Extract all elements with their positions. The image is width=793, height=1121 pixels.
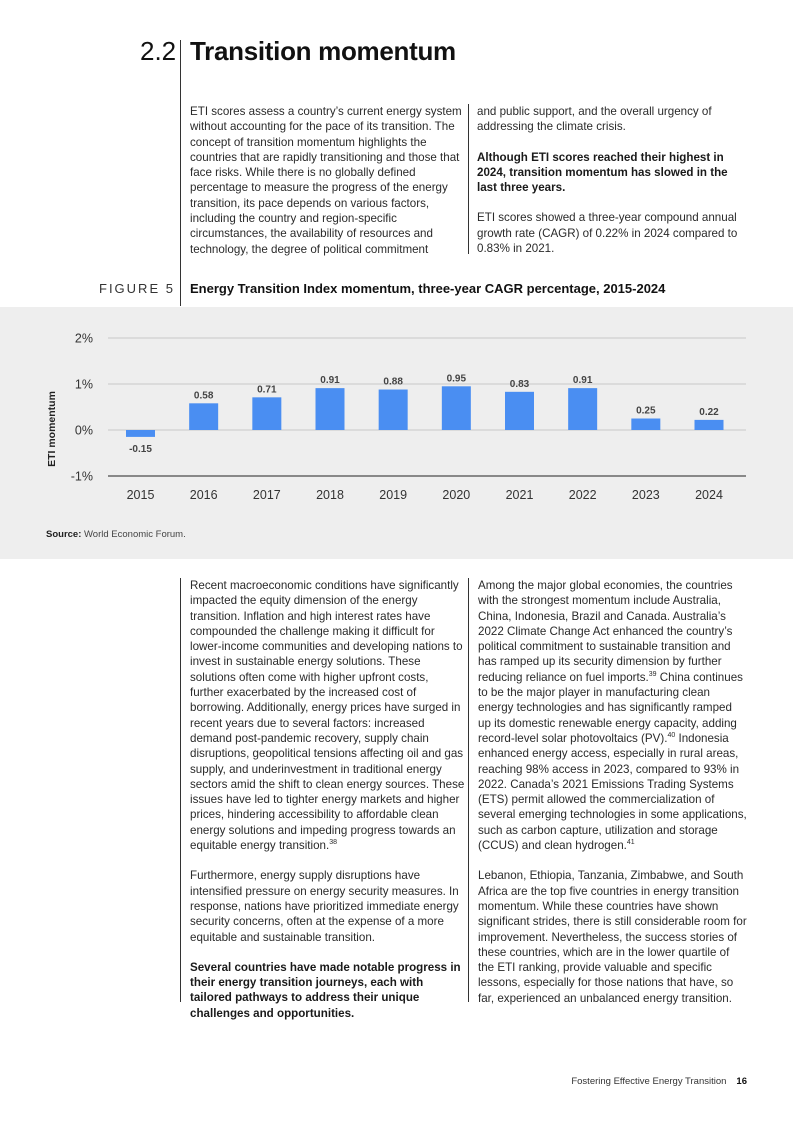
footnote-ref: 38 bbox=[329, 839, 338, 847]
bar bbox=[379, 390, 408, 430]
lower-right-paragraph-1 bbox=[478, 578, 748, 853]
bar-value-label: 0.91 bbox=[320, 375, 340, 387]
bar-value-label: 0.25 bbox=[636, 405, 656, 417]
chart-source bbox=[46, 529, 186, 540]
x-tick-label: 2022 bbox=[568, 488, 597, 502]
x-tick-label: 2024 bbox=[695, 488, 723, 502]
x-tick-label: 2015 bbox=[126, 488, 155, 502]
bar-value-label: 0.22 bbox=[699, 406, 719, 418]
footnote-ref: 39 bbox=[648, 670, 657, 678]
footer-report-title: Fostering Effective Energy Transition bbox=[571, 1076, 727, 1087]
intro-right-paragraph-1: and public support, and the overall urgency of addressing the climate crisis. bbox=[477, 105, 712, 134]
bar-value-label: -0.15 bbox=[129, 443, 152, 455]
page-number: 16 bbox=[736, 1076, 747, 1087]
x-tick-label: 2019 bbox=[379, 488, 408, 502]
y-tick-label: 2% bbox=[74, 331, 93, 346]
bar bbox=[568, 388, 597, 430]
y-axis-label: ETI momentum bbox=[46, 391, 58, 467]
x-tick-label: 2016 bbox=[189, 488, 218, 502]
bar-value-label: 0.91 bbox=[572, 375, 593, 387]
bar-value-label: 0.58 bbox=[193, 390, 214, 402]
lower-right-paragraph-2: Lebanon, Ethiopia, Tanzania, Zimbabwe, and South Africa are the top five countries in energy transition momentum. While these countries have shown significant strides, there is still considerable room for improvement. Nevertheless, the success stories of these countries, which are in the lower quartile of the ETI ranking, provide valuable and specific lessons, especially for those nations that have, so far, experienced an unbalanced energy transition. bbox=[478, 869, 747, 1005]
lower-column-divider bbox=[468, 578, 469, 1002]
source-text: World Economic Forum. bbox=[84, 529, 186, 540]
bar bbox=[126, 430, 155, 437]
footnote-ref: 40 bbox=[667, 732, 676, 740]
intro-left-paragraph: ETI scores assess a country’s current energy system without accounting for the pace of its transition. The concept of transition momentum highlights the countries that are rapidly transitioning and those that face risks. While there is no globally defined percentage to measure the progress of the energy transition, its pace depends on various factors, including the country and region-specific circumstances, the availability of resources and technology, the degree of political commitment bbox=[190, 105, 462, 256]
lower-right-p1-text-a: Among the major global economies, the countries with the strongest momentum include Australia, China, Indonesia, Brazil and Canada. Australia’s 2022 Climate Change Act enhanced the country’s political commitment to sustainable transition and has ramped up its security dimension by further reducing reliance on fuel imports. bbox=[478, 579, 733, 684]
bar bbox=[695, 420, 724, 430]
intro-right-paragraph-bold: Although ETI scores reached their highest in 2024, transition momentum has slowed in the last three years. bbox=[477, 150, 728, 195]
page-footer bbox=[571, 1076, 747, 1087]
lower-left-divider bbox=[180, 578, 181, 1002]
lower-left-paragraph-1 bbox=[190, 578, 465, 853]
figure-label: FIGURE 5 bbox=[99, 281, 175, 296]
lower-right-p1-text-b: China continues to be the major player in manufacturing clean energy technologies and has significantly ramped up its domestic renewable energy capacity, adding record-level solar photovoltaics (PV). bbox=[478, 670, 743, 745]
x-tick-label: 2017 bbox=[252, 488, 281, 502]
bar bbox=[316, 388, 345, 430]
bar bbox=[631, 419, 660, 431]
bar-value-label: 0.83 bbox=[509, 378, 530, 390]
bar bbox=[189, 403, 218, 430]
x-tick-label: 2021 bbox=[505, 488, 534, 502]
lower-left-paragraph-2: Furthermore, energy supply disruptions have intensified pressure on energy security measures. In response, nations have prioritized immediate energy security concerns, often at the expense of a more equitable and sustainable transition. bbox=[190, 869, 459, 944]
chart-panel bbox=[0, 307, 793, 559]
y-tick-label: -1% bbox=[70, 469, 93, 484]
x-tick-label: 2023 bbox=[631, 488, 660, 502]
heading-divider bbox=[180, 40, 181, 306]
lower-right-column bbox=[478, 578, 748, 1021]
x-tick-label: 2020 bbox=[442, 488, 471, 502]
eti-momentum-chart bbox=[0, 307, 793, 559]
figure-title: Energy Transition Index momentum, three-year CAGR percentage, 2015-2024 bbox=[190, 281, 666, 296]
bar bbox=[442, 386, 471, 430]
section-title: Transition momentum bbox=[190, 36, 456, 66]
intro-column-divider bbox=[468, 104, 469, 254]
source-label: Source: bbox=[46, 529, 82, 540]
bar bbox=[252, 397, 281, 430]
bar-value-label: 0.71 bbox=[257, 384, 277, 396]
y-tick-label: 1% bbox=[74, 377, 93, 392]
lower-left-paragraph-bold: Several countries have made notable progress in their energy transition journeys, each with tailored pathways to address their unique challenges and opportunities. bbox=[190, 960, 461, 1020]
lower-left-p1-text: Recent macroeconomic conditions have significantly impacted the equity dimension of the energy transition. Inflation and high interest rates have compounded the challenge making it difficult for lower-income communities and developing nations to invest in sustainable energy solutions. These solutions often come with higher upfront costs, further exacerbated by the increased cost of borrowing. Additionally, energy prices have surged in recent years due to several factors: increased demand post-pandemic recovery, supply chain disruptions, geopolitical tensions affecting oil and gas supply, and underinvestment in traditional energy sectors amid the shift to clean energy sources. These issues have led to tighter energy markets and higher prices, hindering accessibility to affordable clean energy solutions and impeding progress towards an equitable energy transition. bbox=[190, 579, 465, 853]
lower-left-column bbox=[190, 578, 465, 1036]
bar-value-label: 0.95 bbox=[446, 373, 467, 385]
intro-right-column bbox=[477, 104, 747, 271]
intro-left-column bbox=[190, 104, 462, 272]
intro-right-paragraph-3: ETI scores showed a three-year compound annual growth rate (CAGR) of 0.22% in 2024 compared to 0.83% in 2021. bbox=[477, 211, 738, 256]
bar bbox=[505, 392, 534, 430]
x-tick-label: 2018 bbox=[316, 488, 344, 502]
footnote-ref: 41 bbox=[626, 839, 635, 847]
lower-right-p1-text-c: Indonesia enhanced energy access, especially in rural areas, reaching 98% access in 2023, compared to 93% in 2022. Canada’s 2021 Emissions Trading Systems (ETS) permit allowed the commercialization of several emerging technologies in some applications, such as carbon capture, utilization and storage (CCUS) and clean hydrogen. bbox=[478, 731, 747, 853]
bar-value-label: 0.88 bbox=[383, 376, 403, 388]
y-tick-label: 0% bbox=[74, 423, 93, 438]
section-number: 2.2 bbox=[140, 36, 177, 66]
